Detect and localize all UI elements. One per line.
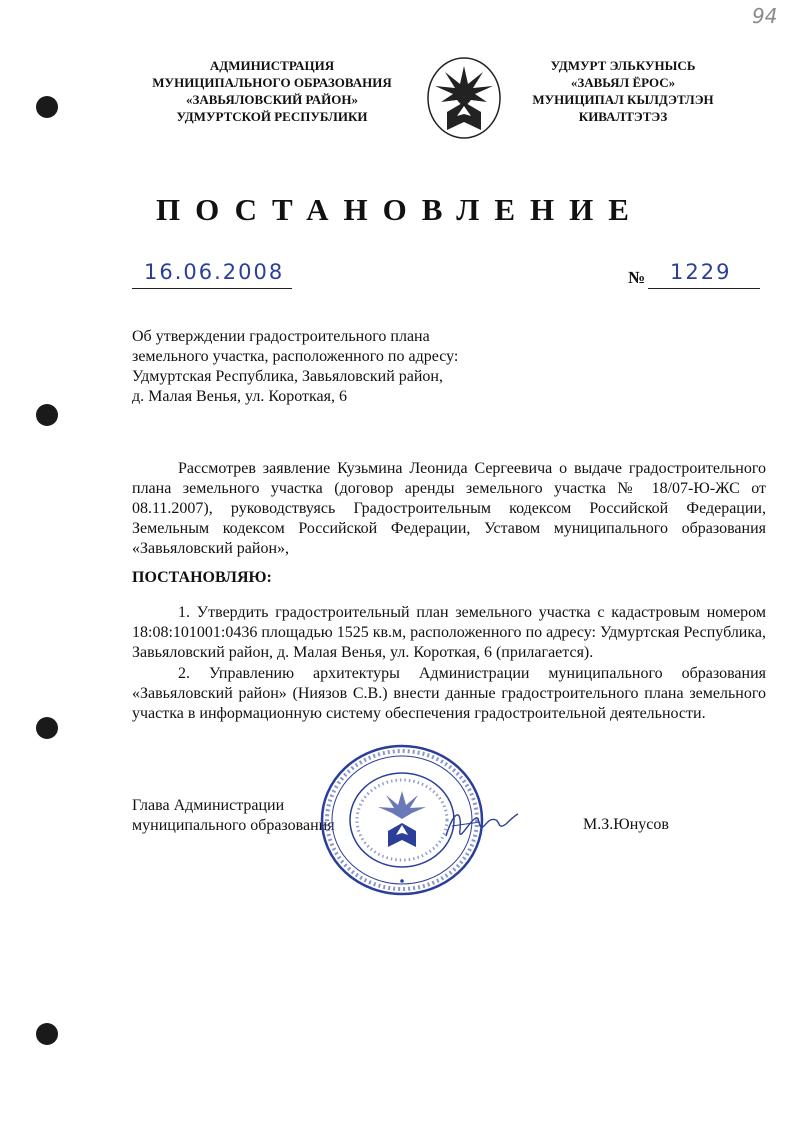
subject-line: Об утверждении градостроительного плана bbox=[132, 328, 430, 345]
punch-hole bbox=[36, 404, 58, 426]
page-number: 94 bbox=[752, 4, 778, 28]
subject-line: Удмуртская Республика, Завьяловский район, bbox=[132, 368, 443, 385]
preamble-paragraph bbox=[132, 459, 766, 559]
signatory-position bbox=[132, 796, 335, 836]
header-left-line: МУНИЦИПАЛЬНОГО ОБРАЗОВАНИЯ bbox=[152, 75, 392, 90]
subject-line: д. Малая Венья, ул. Короткая, 6 bbox=[132, 388, 347, 405]
coat-of-arms-emblem bbox=[425, 56, 503, 140]
punch-hole bbox=[36, 1023, 58, 1045]
date-field bbox=[132, 260, 292, 289]
header-right-line: «ЗАВЬЯЛ ЁРОС» bbox=[570, 75, 676, 90]
handwritten-number: 1229 bbox=[670, 260, 732, 284]
header-left-line: «ЗАВЬЯЛОВСКИЙ РАЙОН» bbox=[186, 92, 358, 107]
handwritten-signature bbox=[440, 800, 520, 850]
signatory-position-line: Глава Администрации bbox=[132, 797, 285, 814]
signatory-name: М.З.Юнусов bbox=[583, 816, 669, 833]
number-field bbox=[648, 260, 760, 289]
handwritten-date: 16.06.2008 bbox=[144, 260, 285, 284]
header-left-line: АДМИНИСТРАЦИЯ bbox=[209, 58, 335, 73]
subject-line: земельного участка, расположенного по адресу: bbox=[132, 348, 459, 365]
preamble-text: Рассмотрев заявление Кузьмина Леонида Сергеевича о выдаче градостроительного плана земельного участка (договор аренды земельного участка № 18/07-Ю-ЖС от 08.11.2007), руководствуясь Градостроительным кодексом Российской Федерации, Земельным кодексом Российской Федерации, Уставом муниципального образования «Завьяловский район», bbox=[132, 460, 766, 557]
header-left-line: УДМУРТСКОЙ РЕСПУБЛИКИ bbox=[176, 109, 368, 124]
decree-item-text: 2. Управлению архитектуры Администрации муниципального образования «Завьяловский район» (Ниязов С.В.) внести данные градостроительного плана земельного участка в информационную систему обеспечения градостроительной деятельности. bbox=[132, 665, 766, 722]
decree-item-text: 1. Утвердить градостроительный план земельного участка с кадастровым номером 18:08:101001:0436 площадью 1525 кв.м, расположенного по адресу: Удмуртская Республика, Завьяловский район, д. Малая Венья, ул. Короткая, 6 (прилагается). bbox=[132, 604, 766, 661]
punch-hole bbox=[36, 717, 58, 739]
header-right bbox=[518, 57, 728, 125]
signatory-position-line: муниципального образования bbox=[132, 817, 335, 834]
header-left bbox=[140, 57, 404, 125]
header-right-line: МУНИЦИПАЛ КЫЛДЭТЛЭН bbox=[532, 92, 714, 107]
decree-item-2 bbox=[132, 664, 766, 724]
decree-item-1 bbox=[132, 603, 766, 663]
header-right-line: КИВАЛТЭТЭЗ bbox=[578, 109, 668, 124]
header-right-line: УДМУРТ ЭЛЬКУНЫСЬ bbox=[550, 58, 696, 73]
subject-block bbox=[132, 327, 458, 407]
document-title: ПОСТАНОВЛЕНИЕ bbox=[156, 192, 644, 227]
punch-hole bbox=[36, 96, 58, 118]
number-label: № bbox=[628, 268, 646, 287]
decree-heading: ПОСТАНОВЛЯЮ: bbox=[132, 569, 272, 586]
